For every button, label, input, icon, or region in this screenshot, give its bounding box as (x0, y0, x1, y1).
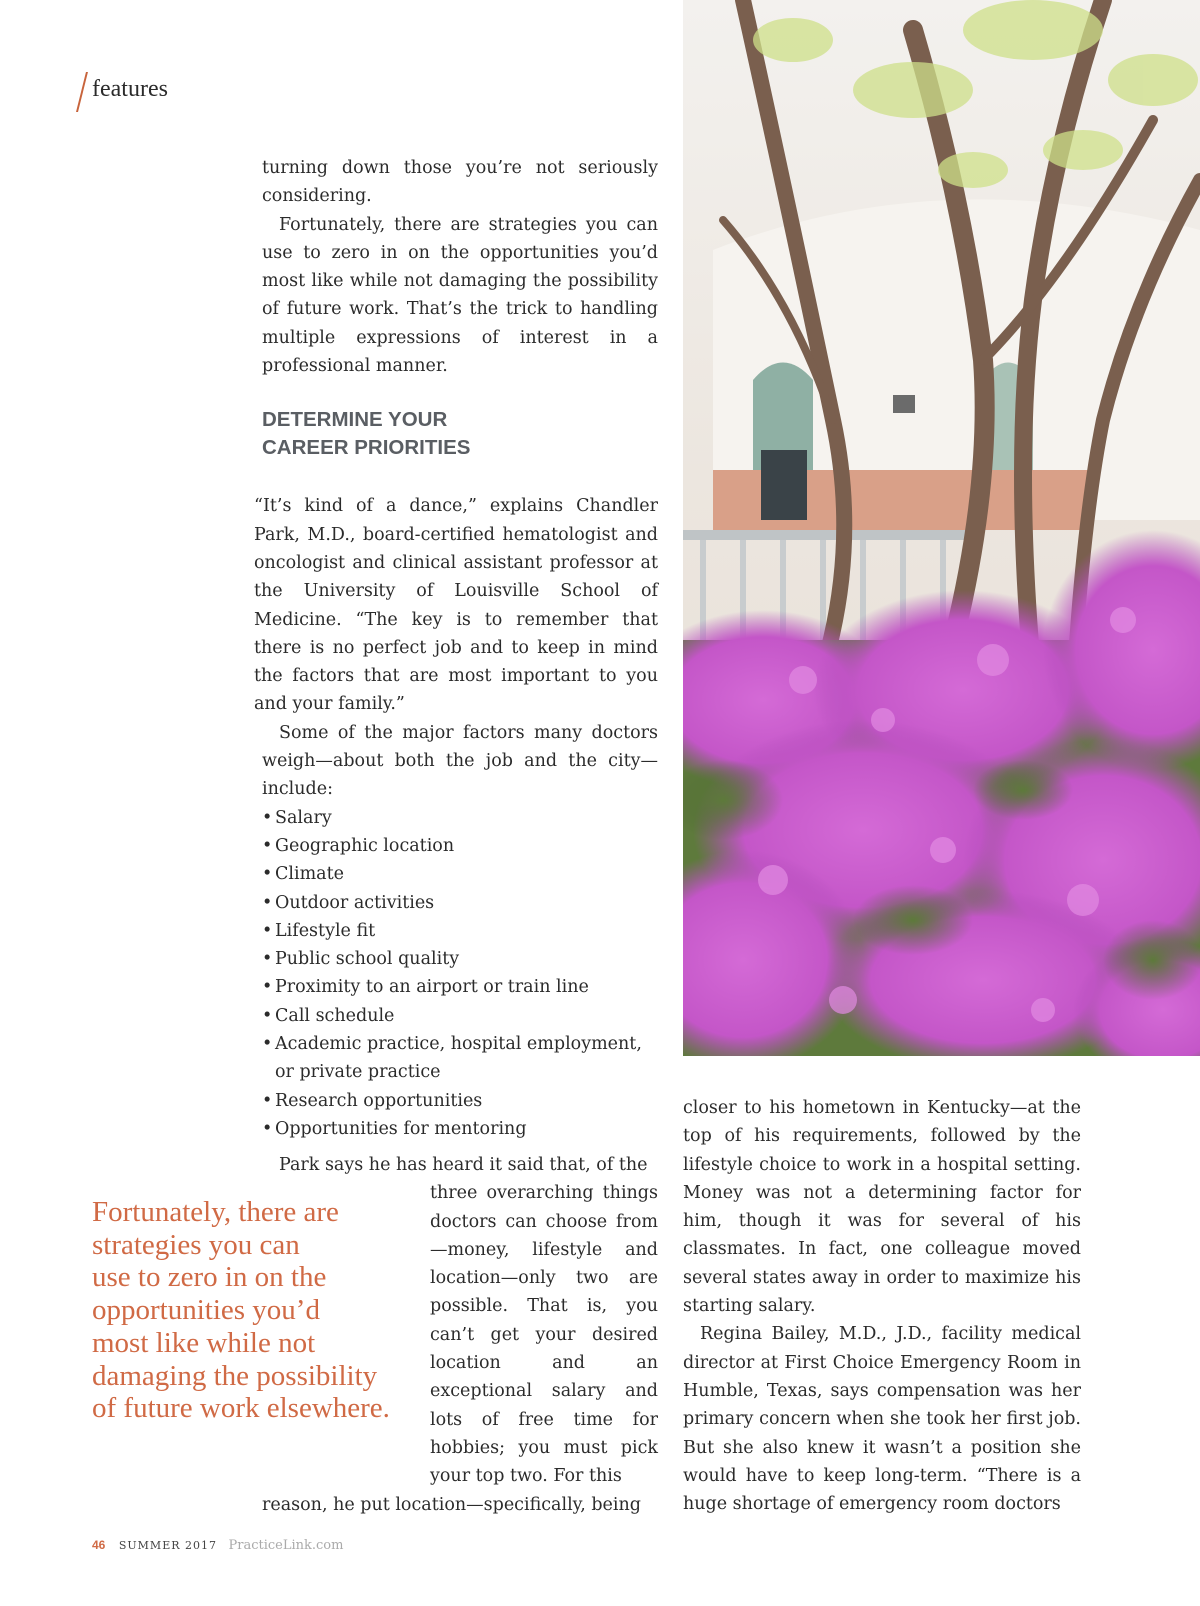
paragraph-park-narrow: three overarching things doctors can choose from—money, lifestyle and location—only two are possible. That is, you can’t get your desired location and an exceptional salary and lots of free time for hobbies; you must pick your top two. For this (430, 1183, 658, 1487)
article-column-2 (683, 1094, 1081, 1518)
pull-quote: Fortunately, there are strategies you can use to zero in on the opportunities you’d most like while not damaging the possibility of future work elsewhere. (92, 1196, 390, 1425)
article-column-1 (254, 154, 658, 1143)
azalea-photo-image (683, 0, 1200, 1056)
list-item: • Research opportunities (262, 1087, 658, 1115)
list-item: • Salary (262, 804, 658, 832)
section-slash (76, 72, 88, 112)
paragraph-major-factors: Some of the major factors many doctors weigh—about both the job and the city—include: (262, 722, 658, 800)
list-item: • Opportunities for mentoring (262, 1115, 658, 1143)
list-item: • Academic practice, hospital employment, or private practice (262, 1030, 658, 1087)
section-heading (262, 406, 658, 462)
paragraph-park-last: reason, he put location—specifically, being (262, 1494, 641, 1515)
list-item: • Proximity to an airport or train line (262, 973, 658, 1001)
azalea-photo (683, 0, 1200, 1056)
page-footer (92, 1538, 343, 1553)
section-label: features (92, 76, 168, 102)
issue-label: SUMMER 2017 (118, 1539, 217, 1552)
heading-line-2: CAREER PRIORITIES (262, 436, 471, 460)
list-item: • Public school quality (262, 945, 658, 973)
page-number: 46 (92, 1538, 106, 1552)
list-item: • Lifestyle fit (262, 917, 658, 945)
paragraph-park-lead: Park says he has heard it said that, of the (279, 1155, 648, 1175)
paragraph-hometown: closer to his hometown in Kentucky—at the top of his requirements, followed by the lifestyle choice to work in a hospital setting. Money was not a determining factor for him, though it was for several of his classmates. In fact, one colleague moved several states away in order to maximize his starting salary. (683, 1098, 1081, 1317)
list-item: • Outdoor activities (262, 889, 658, 917)
list-item: • Climate (262, 860, 658, 888)
site-link[interactable]: PracticeLink.com (228, 1538, 344, 1553)
paragraph-continuation: turning down those you’re not seriously considering. (262, 158, 658, 207)
paragraph-bailey: Regina Bailey, M.D., J.D., facility medical director at First Choice Emergency Room in Humble, Texas, says compensation was her primary concern when she took her first job. But she also knew it wasn’t a position she would have to keep long-term. “There is a huge shortage of emergency room doctors (683, 1324, 1081, 1515)
heading-line-1: DETERMINE YOUR (262, 408, 448, 432)
list-item: • Geographic location (262, 832, 658, 860)
paragraph-strategies: Fortunately, there are strategies you can use to zero in on the opportunities you’d most like while not damaging the possibility of future work. That’s the trick to handling multiple expressions of interest in a professional manner. (262, 214, 658, 377)
factors-list (262, 804, 658, 1144)
paragraph-dance-quote: “It’s kind of a dance,” explains Chandler Park, M.D., board-certified hematologist and oncologist and clinical assistant professor at the University of Louisville School of Medicine. “The key is to remember that there is no perfect job and to keep in mind the factors that are most important to you and your family.” (254, 496, 658, 715)
list-item: • Call schedule (262, 1002, 658, 1030)
